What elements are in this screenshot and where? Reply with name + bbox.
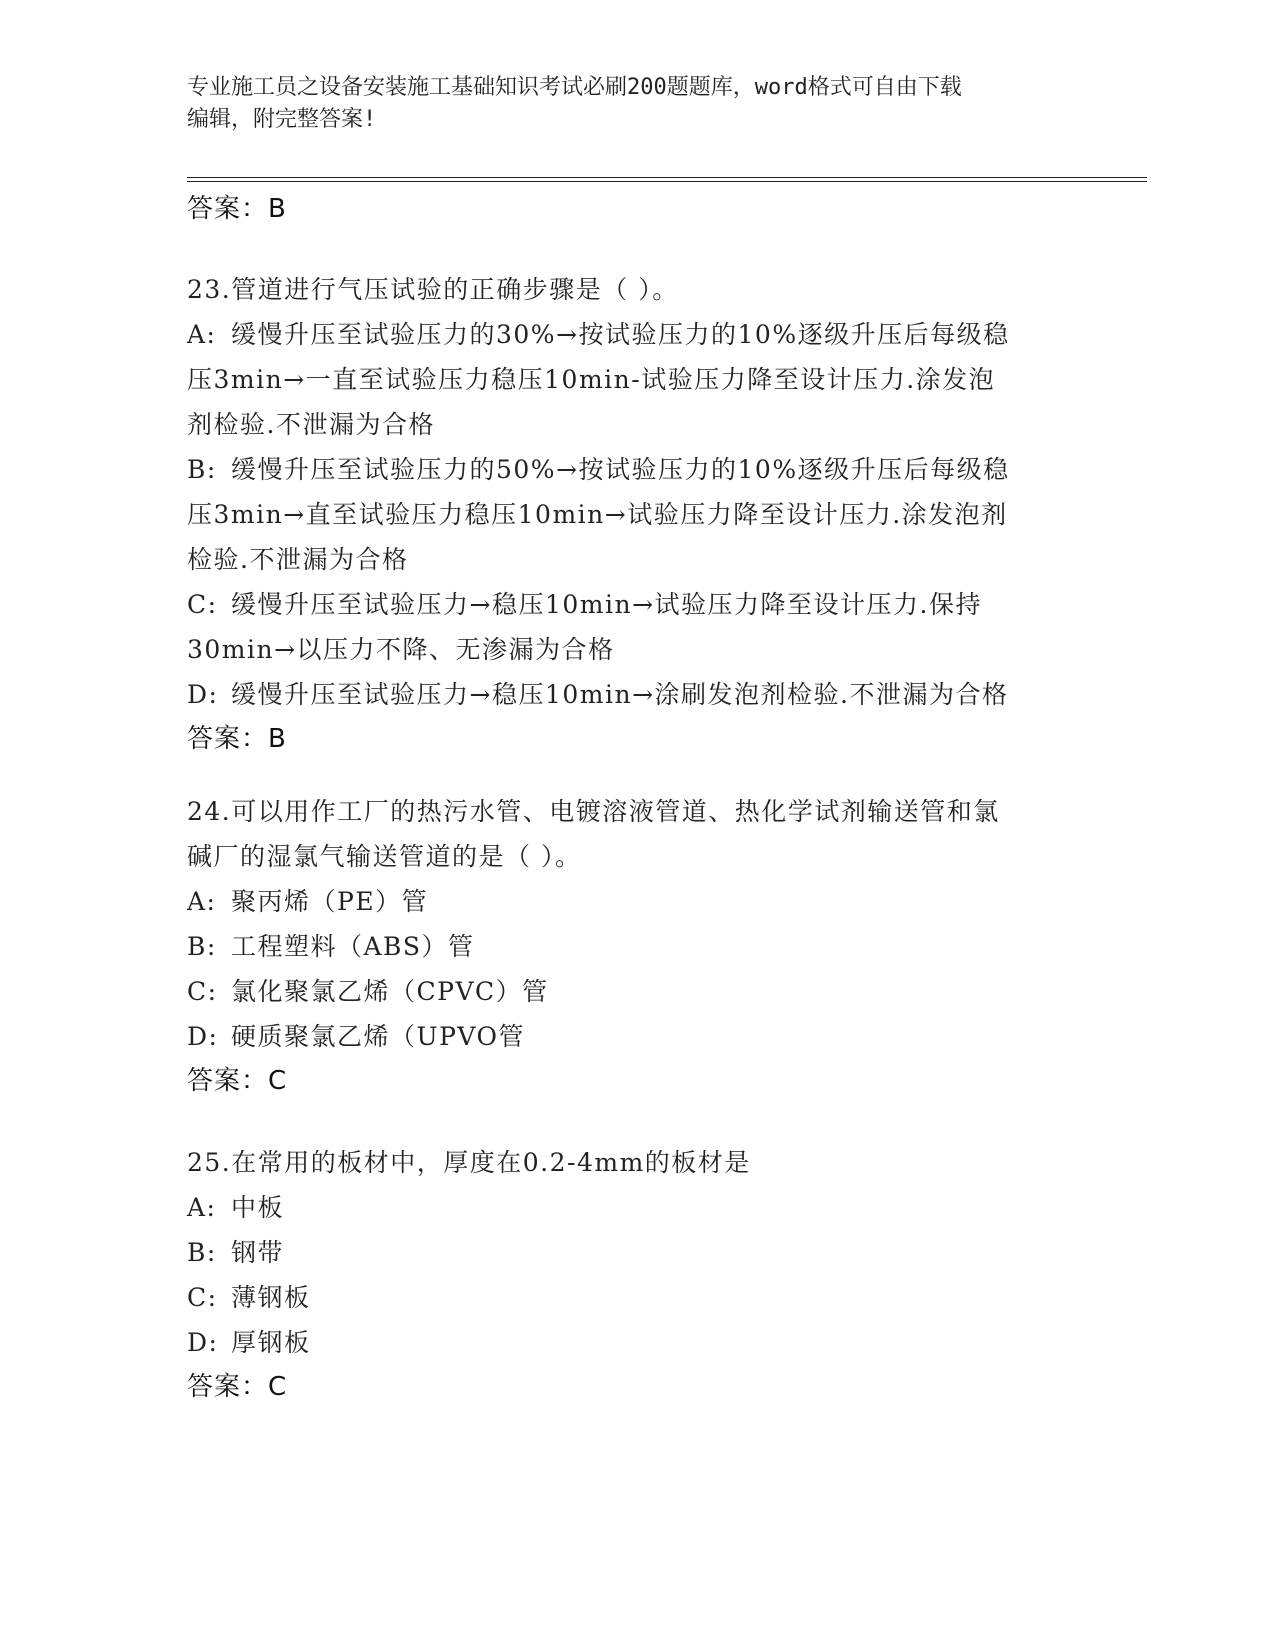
option-letter: A:: [187, 320, 217, 349]
question-text-line: 23.管道进行气压试验的正确步骤是（ ）。: [187, 275, 679, 304]
option-b: [187, 1230, 1067, 1275]
top-answer: 答案：B: [187, 194, 287, 224]
option-text: 聚丙烯（PE）管: [231, 887, 429, 916]
option-text: 钢带: [231, 1238, 285, 1267]
header-divider: [187, 177, 1147, 178]
document-header: [187, 72, 1067, 136]
option-letter: C:: [187, 1283, 218, 1312]
option-a-line-2: 压3min→一直至试验压力稳压10min-试验压力降至设计压力.涂发泡: [187, 365, 996, 394]
header-line-1: 专业施工员之设备安装施工基础知识考试必刷200题题库，word格式可自由下载: [187, 75, 962, 100]
option-text: 缓慢升压至试验压力→稳压10min→涂刷发泡剂检验.不泄漏为合格: [231, 680, 1009, 709]
option-d: [187, 1014, 1067, 1059]
option-letter: D:: [187, 1022, 219, 1051]
option-text: 硬质聚氯乙烯（UPVO管: [231, 1022, 526, 1051]
option-a-line-1: [187, 312, 1067, 357]
option-c: [187, 1275, 1067, 1320]
option-b-line-1: [187, 447, 1067, 492]
option-c: [187, 969, 1067, 1014]
question-text-line: 碱厂的湿氯气输送管道的是（ ）。: [187, 842, 582, 871]
option-c-line-2: 30min→以压力不降、无渗漏为合格: [187, 635, 615, 664]
option-c-line-1: [187, 582, 1067, 627]
question-text-line: 24.可以用作工厂的热污水管、电镀溶液管道、热化学试剂输送管和氯: [187, 797, 1000, 826]
option-d: [187, 1320, 1067, 1365]
option-b: [187, 924, 1067, 969]
option-text: 厚钢板: [231, 1328, 311, 1357]
option-letter: B:: [187, 932, 217, 961]
option-text: 中板: [231, 1193, 285, 1222]
option-text: 工程塑料（ABS）管: [231, 932, 475, 961]
option-a: [187, 1185, 1067, 1230]
answer-line: 答案：C: [187, 1372, 288, 1402]
option-text: 氯化聚氯乙烯（CPVC）管: [231, 977, 549, 1006]
option-text: 薄钢板: [231, 1283, 311, 1312]
option-letter: A:: [187, 887, 217, 916]
header-line-2: 编辑，附完整答案!: [187, 107, 377, 132]
option-a-line-3: 剂检验.不泄漏为合格: [187, 410, 435, 439]
answer-line: 答案：B: [187, 724, 287, 754]
option-a: [187, 879, 1067, 924]
option-b-line-3: 检验.不泄漏为合格: [187, 545, 409, 574]
option-text: 缓慢升压至试验压力的30%→按试验压力的10%逐级升压后每级稳: [231, 320, 1010, 349]
option-letter: B:: [187, 455, 217, 484]
question-25: [187, 1140, 1067, 1410]
option-text: 缓慢升压至试验压力→稳压10min→试验压力降至设计压力.保持: [231, 590, 982, 619]
option-letter: C:: [187, 977, 218, 1006]
header-divider-secondary: [187, 181, 1147, 182]
question-23: [187, 267, 1067, 762]
option-d-line-1: [187, 672, 1067, 717]
option-letter: C:: [187, 590, 218, 619]
answer-line: 答案：C: [187, 1066, 288, 1096]
option-b-line-2: 压3min→直至试验压力稳压10min→试验压力降至设计压力.涂发泡剂: [187, 500, 1008, 529]
option-letter: A:: [187, 1193, 217, 1222]
question-text-line: 25.在常用的板材中，厚度在0.2-4mm的板材是: [187, 1148, 751, 1177]
option-text: 缓慢升压至试验压力的50%→按试验压力的10%逐级升压后每级稳: [231, 455, 1010, 484]
option-letter: B:: [187, 1238, 217, 1267]
option-letter: D:: [187, 680, 219, 709]
question-24: [187, 789, 1067, 1104]
option-letter: D:: [187, 1328, 219, 1357]
